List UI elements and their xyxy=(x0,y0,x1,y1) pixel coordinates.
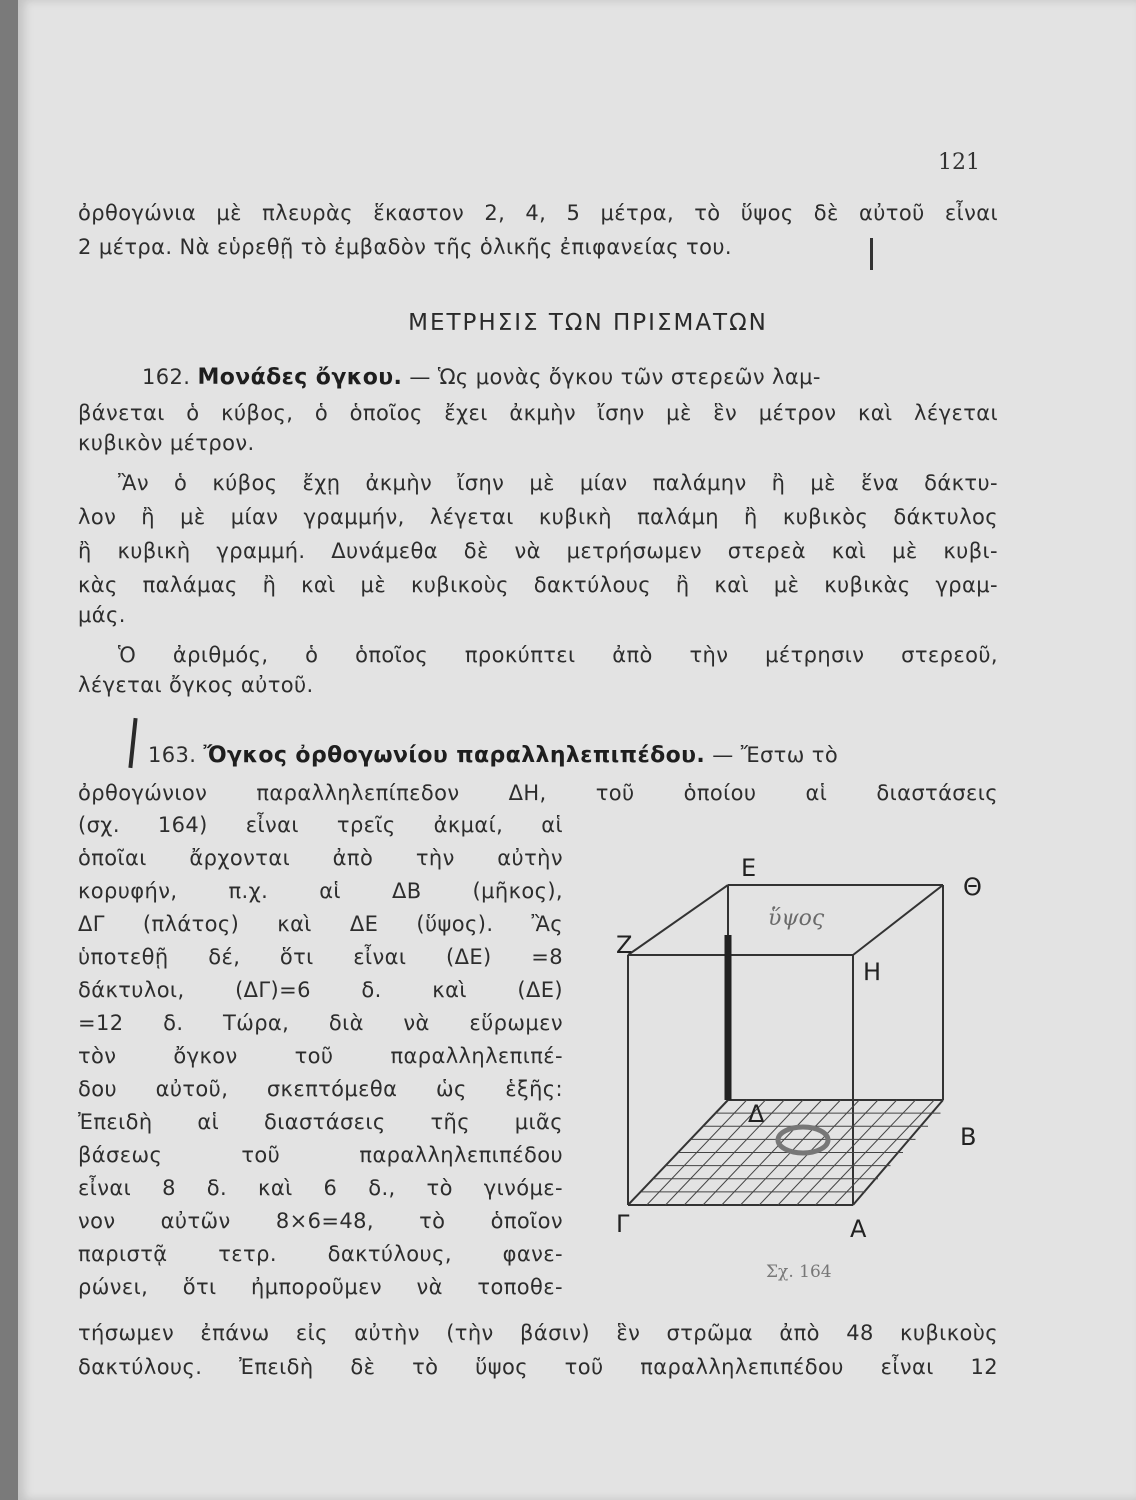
text-line: (σχ. 164) εἶναι τρεῖς ἀκμαί, αἱ xyxy=(78,813,563,837)
text-line: παριστᾷ τετρ. δακτύλους, φανε- xyxy=(78,1242,563,1266)
label-Theta: Θ xyxy=(963,873,982,901)
label-H: Η xyxy=(863,958,882,986)
text-line: τὸν ὄγκον τοῦ παραλληλεπιπέ- xyxy=(78,1044,563,1068)
label-Z: Ζ xyxy=(616,931,633,959)
text-line: Ἂν ὁ κύβος ἔχῃ ἀκμὴν ἴσην μὲ μίαν παλάμην ἢ μὲ ἕνα δάκτυ- xyxy=(118,471,998,495)
text-line: Ὁ ἀριθμός, ὁ ὁποῖος προκύπτει ἀπὸ τὴν μέτρησιν στερεοῦ, xyxy=(118,643,998,667)
text-line: — Ἔστω τὸ xyxy=(712,743,839,767)
text-line: δου αὐτοῦ, σκεπτόμεθα ὡς ἑξῆς: xyxy=(78,1077,563,1101)
text-line: ρώνει, ὅτι ἠμποροῦμεν νὰ τοποθε- xyxy=(78,1275,563,1299)
text-line: δακτύλους. Ἐπειδὴ δὲ τὸ ὕψος τοῦ παραλληλεπιπέδου εἶναι 12 xyxy=(78,1355,998,1379)
text-line: κορυφήν, π.χ. αἱ ΔΒ (μῆκος), xyxy=(78,879,563,903)
text-line: βάνεται ὁ κύβος, ὁ ὁποῖος ἔχει ἀκμὴν ἴσην μὲ ἓν μέτρον καὶ λέγεται xyxy=(78,401,998,425)
label-Gamma: Γ xyxy=(616,1210,630,1238)
text-line: εἶναι 8 δ. καὶ 6 δ., τὸ γινόμε- xyxy=(78,1176,563,1200)
text-line: δάκτυλοι, (ΔΓ)=6 δ. καὶ (ΔΕ) xyxy=(78,978,563,1002)
text-line: ΔΓ (πλάτος) καὶ ΔΕ (ὕψος). Ἂς xyxy=(78,912,563,936)
text-line: λον ἢ μὲ μίαν γραμμήν, λέγεται κυβικὴ παλάμη ἢ κυβικὸς δάκτυλος xyxy=(78,505,998,529)
section-162-number: 162. xyxy=(142,365,191,389)
section-162-first-line xyxy=(142,362,821,393)
section-162-title: Μονάδες ὄγκου. xyxy=(197,365,403,390)
figure-caption: Σχ. 164 xyxy=(766,1262,832,1282)
text-line: λέγεται ὄγκος αὐτοῦ. xyxy=(78,673,314,697)
section-heading: ΜΕΤΡΗΣΙΣ ΤΩΝ ΠΡΙΣΜΑΤΩΝ xyxy=(408,310,768,336)
label-A: Α xyxy=(850,1215,867,1243)
text-line: 2 μέτρα. Νὰ εὑρεθῇ τὸ ἐμβαδὸν τῆς ὁλικῆς ἐπιφανείας του. xyxy=(78,235,732,259)
text-line: νον αὐτῶν 8×6=48, τὸ ὁποῖον xyxy=(78,1209,563,1233)
pen-mark xyxy=(870,238,873,270)
text-line: κὰς παλάμας ἢ καὶ μὲ κυβικοὺς δακτύλους ἢ καὶ μὲ κυβικὰς γραμ- xyxy=(78,573,998,597)
label-E: Ε xyxy=(741,854,757,882)
text-line: =12 δ. Τώρα, διὰ νὰ εὕρωμεν xyxy=(78,1011,563,1035)
text-line: βάσεως τοῦ παραλληλεπιπέδου xyxy=(78,1143,563,1167)
book-page xyxy=(18,0,1136,1500)
page-number: 121 xyxy=(938,150,980,175)
label-Delta: Δ xyxy=(748,1100,765,1128)
box-edges xyxy=(628,885,943,1205)
text-line: τήσωμεν ἐπάνω εἰς αὐτὴν (τὴν βάσιν) ἓν στρῶμα ἀπὸ 48 κυβικοὺς xyxy=(78,1321,998,1345)
text-line: Ἐπειδὴ αἱ διαστάσεις τῆς μιᾶς xyxy=(78,1110,563,1134)
text-line: κυβικὸν μέτρον. xyxy=(78,431,255,455)
section-163-first-line xyxy=(148,740,838,771)
section-163-title: Ὄγκος ὀρθογωνίου παραλληλεπιπέδου. xyxy=(203,743,706,768)
text-line: ὀρθογώνιον παραλληλεπίπεδον ΔΗ, τοῦ ὁποίου αἱ διαστάσεις xyxy=(78,781,998,805)
section-163-number: 163. xyxy=(148,743,197,767)
label-B: Β xyxy=(960,1123,977,1151)
figure-164-box-diagram xyxy=(598,840,1018,1260)
pen-mark xyxy=(128,718,137,768)
text-line: ἢ κυβικὴ γραμμή. Δυνάμεθα δὲ νὰ μετρήσωμεν στερεὰ καὶ μὲ κυβι- xyxy=(78,539,998,563)
text-line: μάς. xyxy=(78,603,126,627)
text-line: ὑποτεθῇ δέ, ὅτι εἶναι (ΔΕ) =8 xyxy=(78,945,563,969)
pencil-annotation: ὕψος xyxy=(768,906,825,931)
text-line: — Ὡς μονὰς ὄγκου τῶν στερεῶν λαμ- xyxy=(409,365,821,389)
text-line: ὁποῖαι ἄρχονται ἀπὸ τὴν αὐτὴν xyxy=(78,846,563,870)
text-line: ὀρθογώνια μὲ πλευρὰς ἕκαστον 2, 4, 5 μέτρα, τὸ ὕψος δὲ αὐτοῦ εἶναι xyxy=(78,201,998,225)
